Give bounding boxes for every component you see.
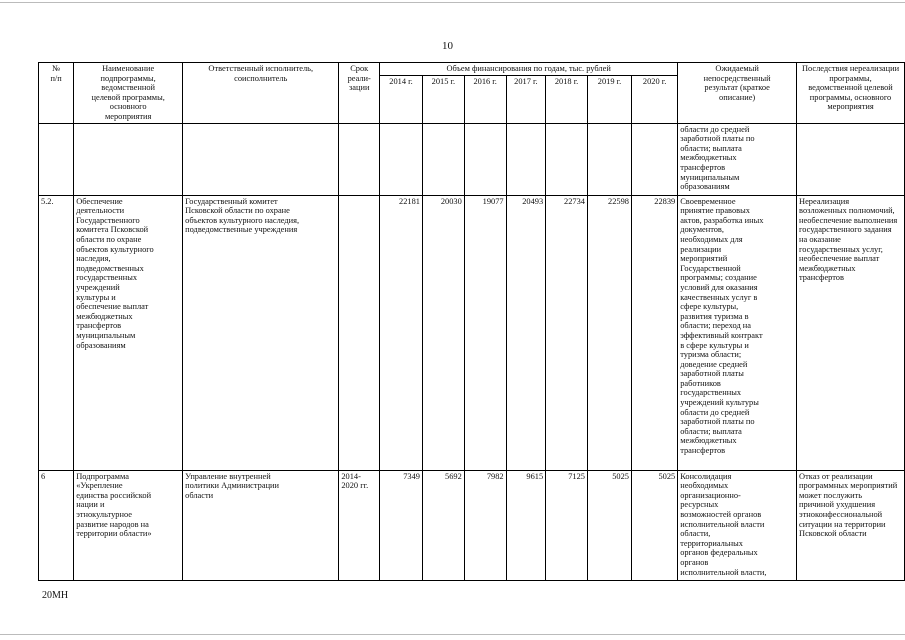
header-year: 2018 г. [546,75,588,123]
row-name: Обеспечение деятельности Государственного комитета Псковской области по охране объектов культурного наследия, подведомственных государственных учреждений культуры и обеспечение выплат межбюджетных трансфертов муниципальным образованиям [74,195,183,470]
funding-value: 5025 [631,470,677,580]
header-executor: Ответственный исполнитель, соисполнитель [183,63,339,124]
funding-value: 20030 [422,195,464,470]
funding-value: 19077 [464,195,506,470]
header-year: 2014 г. [380,75,423,123]
header-year: 2019 г. [587,75,631,123]
funding-value: 22839 [631,195,677,470]
header-result: Ожидаемый непосредственный результат (краткое описание) [678,63,797,124]
row-term [339,195,380,470]
header-funding: Объем финансирования по годам, тыс. рублей [380,63,678,76]
funding-table [38,62,905,581]
header-year: 2016 г. [464,75,506,123]
page-number: 10 [442,40,453,52]
funding-value: 5025 [587,470,631,580]
table-row [39,195,905,470]
header-year: 2020 г. [631,75,677,123]
funding-value: 22598 [587,195,631,470]
row-name: Подпрограмма «Укрепление единства российской нации и этнокультурное развитие народов на территории области» [74,470,183,580]
header-term: Срок реали- зации [339,63,380,124]
header-name: Наименование подпрограммы, ведомственной целевой программы, основного мероприятия [74,63,183,124]
header-consequences: Последствия нереализации программы, ведомственной целевой программы, основного мероприятия [797,63,905,124]
funding-value: 7982 [464,470,506,580]
row-result: Своевременное принятие правовых актов, разработка иных документов, необходимых для реализации мероприятий Государственной программы; создание условий для оказания качественных услуг в сфере культуры, развития туризма в области; переход на эффективный контракт в сфере культуры и туризма области; доведение средней заработной платы работников государственных учреждений культуры области до средней заработной платы по области; выплата межбюджетных трансфертов [678,195,797,470]
funding-value: 7349 [380,470,423,580]
header-no: № п/п [39,63,74,124]
table-row-continuation [39,123,905,195]
funding-value: 9615 [506,470,546,580]
row-number: 5.2. [39,195,74,470]
row-term: 2014- 2020 гг. [339,470,380,580]
row-consequences: Нереализация возложенных полномочий, необеспечение выполнения государственного задания на оказание государственных услуг, необеспечение выплат межбюджетных трансфертов [797,195,905,470]
header-year: 2017 г. [506,75,546,123]
row-executor: Управление внутренней политики Администрации области [183,470,339,580]
scan-edge-top [0,2,905,3]
document-code: 20МН [42,590,69,601]
header-year: 2015 г. [422,75,464,123]
funding-value: 5692 [422,470,464,580]
funding-value: 20493 [506,195,546,470]
row-executor: Государственный комитет Псковской области по охране объектов культурного наследия, подведомственные учреждения [183,195,339,470]
continuation-result-cell: области до средней заработной платы по области; выплата межбюджетных трансфертов муниципальным образованиям [678,123,797,195]
funding-value: 22181 [380,195,423,470]
row-number: 6 [39,470,74,580]
funding-value: 7125 [546,470,588,580]
row-result: Консолидация необходимых организационно- ресурсных возможностей органов исполнительной власти области, территориальных органов федеральных органов исполнительной власти, [678,470,797,580]
row-consequences: Отказ от реализации программных мероприятий может послужить причиной ухудшения этноконфессиональной ситуации на территории Псковской области [797,470,905,580]
table-row [39,470,905,580]
funding-value: 22734 [546,195,588,470]
scan-edge-bottom [0,634,905,635]
